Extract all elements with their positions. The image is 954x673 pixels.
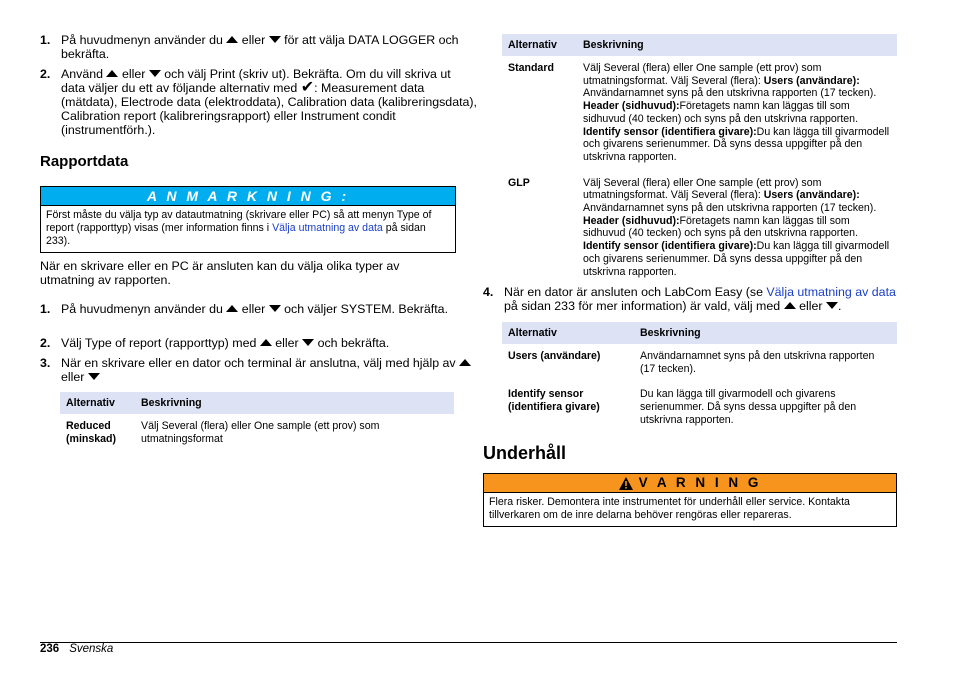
desc-text: Du kan lägga till givarmodell och givarens serienummer. Då syns dessa uppgifter på den utskrivna rapporten. [583,125,890,163]
down-arrow-icon [826,302,838,309]
step-number: 3. [40,356,51,370]
warning-header [484,474,896,492]
table-row [502,171,897,286]
note-link[interactable]: Välja utmatning av data [272,222,383,234]
table-row [502,382,897,433]
down-arrow-icon [302,339,314,346]
step-text: för att välja DATA LOGGER och bekräfta. [61,33,459,61]
desc-bold: Identify sensor (identifiera givare): [583,240,757,253]
desc-text: Företagets namn kan läggas till som sidhuvud (40 tecken) och syns på den utskrivna rapporten. [583,214,859,240]
warning-box [483,473,897,527]
table-cell-key: Standard [508,62,554,74]
step-number: 1. [40,33,51,47]
desc-bold: Identify sensor (identifiera givare): [583,125,757,138]
table-cell-desc: Välj Several (flera) eller One sample (ett prov) som utmatningsformat [141,420,380,445]
table-header-row [60,392,454,414]
column-header: Beskrivning [634,322,897,344]
down-arrow-icon [269,305,281,312]
step-text: eller [799,299,823,313]
intro-paragraph: När en skrivare eller en PC är ansluten kan du välja olika typer av utmatning av rapporten. [40,259,400,287]
table-cell-desc: Användarnamnet syns på den utskrivna rapporten (17 tecken). [640,350,875,375]
step-text: På huvudmenyn använder du [61,33,223,47]
step-text: eller [121,67,146,81]
desc-bold: Header (sidhuvud): [583,214,680,227]
step-b1 [40,302,461,316]
footer [40,643,113,655]
table-header-row [502,322,897,344]
step-text: På huvudmenyn använder du [61,302,223,316]
note-title: A N M A R K N I N G : [41,187,455,205]
step-text: och välj Print (skriv ut). Bekräfta. Om du vill skriva ut data väljer du ett av följande alternativ med [61,67,451,95]
table-cell-desc [577,171,897,286]
down-arrow-icon [149,70,161,77]
desc-bold: Header (sidhuvud): [583,100,680,113]
step-number: 4. [483,285,494,299]
table-cell-key: GLP [508,176,530,189]
step-text: Använd [61,67,104,81]
warning-title: V A R N I N G [638,475,762,490]
up-arrow-icon [226,305,238,312]
column-header: Alternativ [502,322,634,344]
step-number: 1. [40,302,51,316]
step-b2 [40,336,477,350]
note-text: på sidan 233). [46,222,426,247]
step-a2 [40,67,477,137]
up-arrow-icon [260,339,272,346]
step-text: . [837,299,842,313]
down-arrow-icon [269,36,281,43]
section-heading-underhall: Underhåll [483,443,567,463]
step-text: : Measurement data (mätdata), Electrode data (elektroddata), Calibration data (kalibreringsdata), Calibration report (kalibreringsrapport) eller Instrument condit (instrumentförh.). [61,81,477,137]
format-table [502,34,897,285]
desc-text: Företagets namn kan läggas till som sidhuvud (40 tecken) och syns på den utskrivna rapporten. [583,100,859,125]
down-arrow-icon [88,373,100,380]
table-row [502,344,897,382]
step-b3 [40,356,477,384]
table-header-row [502,34,897,56]
desc-text: Användarnamnet syns på den utskrivna rapporten (17 tecken). [583,87,877,100]
up-arrow-icon [459,359,471,366]
table-cell-desc [577,56,897,171]
checkmark-icon: ✔ [300,79,315,96]
note-text: Först måste du välja typ av datautmatning (skrivare eller PC) så att menyn Type of report (rapporttyp) visas (mer information finns i [46,209,432,234]
step-text: När en dator är ansluten och LabCom Easy (se [504,285,767,299]
desc-text: Välj Several (flera) eller One sample (ett prov) som utmatningsformat. Välj Several (flera): [583,176,822,202]
step-a1 [40,33,477,61]
step-4 [483,285,904,313]
footer-rule [40,642,897,643]
note-box [40,186,456,253]
step-text: eller [241,33,266,47]
desc-text: Användarnamnet syns på den utskrivna rapporten (17 tecken). [583,202,877,215]
footer-language: Svenska [69,643,114,655]
step-text: Välj Type of report (rapporttyp) med [61,336,257,350]
desc-text: Du kan lägga till givarmodell och givarens serienummer. Då syns dessa uppgifter på den utskrivna rapporten. [583,240,890,278]
page-number: 236 [40,643,60,655]
step-text: eller [241,302,266,316]
desc-bold: Users (användare): [763,74,860,87]
step-text: eller [61,370,85,384]
table-row [502,56,897,171]
column-header: Alternativ [60,392,135,414]
warning-body: Flera risker. Demontera inte instrumentet för underhåll eller service. Kontakta tillverkaren om de inre delarna behöver rengöras eller repareras. [484,492,896,526]
step-text: på sidan 233 för mer information) är vald, välj med [504,299,781,313]
note-body [41,205,455,252]
step-text: och väljer SYSTEM. Bekräfta. [284,302,449,316]
table-row [60,414,454,452]
step-text: och bekräfta. [317,336,390,350]
warning-triangle-icon [619,477,633,490]
column-header: Alternativ [502,34,577,56]
step-text: eller [275,336,299,350]
desc-bold: Users (användare): [763,189,860,202]
section-heading-rapportdata: Rapportdata [40,153,129,170]
column-header: Beskrivning [577,34,897,56]
table-cell-key: Identify sensor (identifiera givare) [508,388,600,414]
up-arrow-icon [226,36,238,43]
desc-text: Välj Several (flera) eller One sample (ett prov) som utmatningsformat. Välj Several (flera): [583,62,822,87]
table-cell-key: Reduced (minskad) [66,420,117,445]
report-type-table [60,392,454,452]
column-header: Beskrivning [135,392,454,414]
step-number: 2. [40,67,51,81]
step-number: 2. [40,336,51,350]
up-arrow-icon [784,302,796,309]
step-link[interactable]: Välja utmatning av data [766,285,896,299]
up-arrow-icon [106,70,118,77]
table-cell-desc: Du kan lägga till givarmodell och givarens serienummer. Då syns dessa uppgifter på den utskrivna rapporten. [640,388,857,426]
table-cell-key: Users (användare) [508,350,601,362]
labcom-table [502,322,897,434]
step-text: När en skrivare eller en dator och terminal är anslutna, välj med hjälp av [61,356,456,370]
